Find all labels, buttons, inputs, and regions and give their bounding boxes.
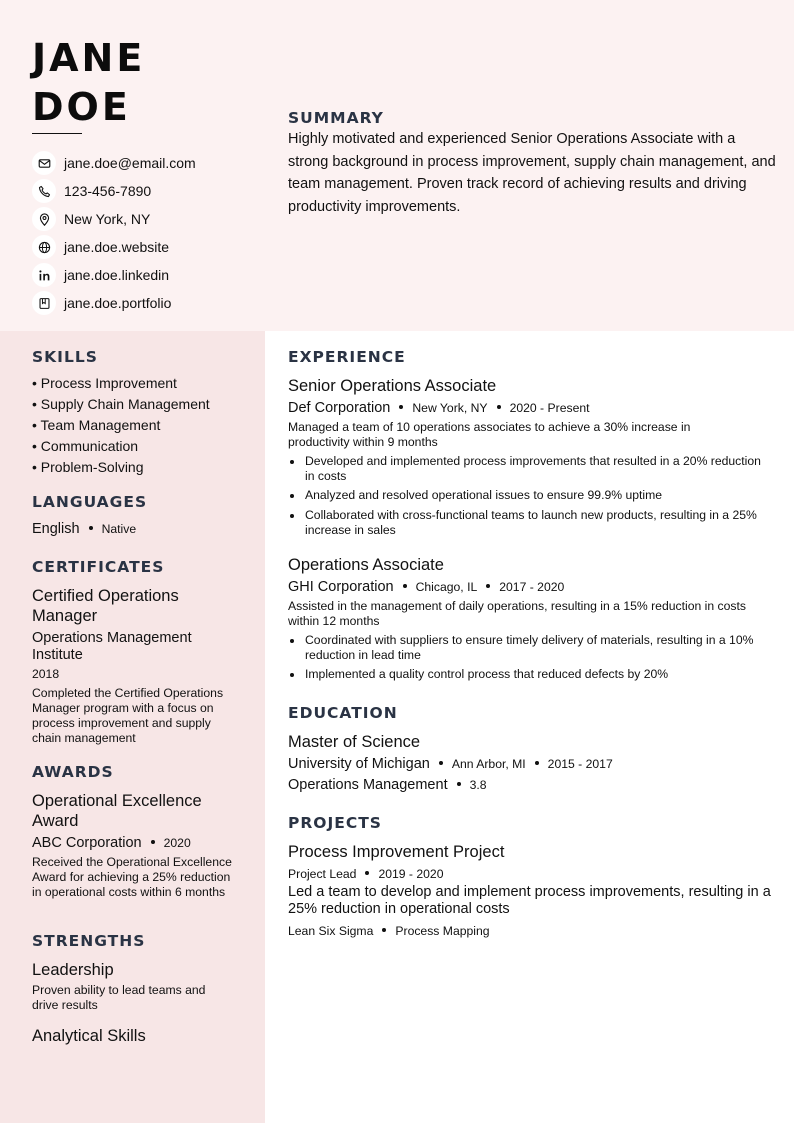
phone-icon [32,179,56,203]
job-bullet: Implemented a quality control process that reduced defects by 20% [288,667,768,682]
award-description: Received the Operational Excellence Award for achieving a 25% reduction in operational costs within 6 months [32,855,232,899]
skill-item: • Supply Chain Management [32,396,210,412]
name-divider [32,133,82,134]
project-tag: Process Mapping [395,924,490,938]
job-bullet: Developed and implemented process improvements that resulted in a 20% reduction in costs [288,454,768,484]
job-dates: 2017 - 2020 [499,580,565,594]
contact-portfolio-text: jane.doe.portfolio [64,295,172,311]
contact-phone-text: 123-456-7890 [64,183,152,199]
project-meta [288,865,444,883]
skill-item: • Communication [32,438,139,454]
summary-heading: SUMMARY [288,109,384,127]
job-summary: Assisted in the management of daily operations, resulting in a 15% reduction in costs within 12 months [288,599,746,628]
job-role: Senior Operations Associate [288,377,497,395]
contact-website[interactable] [32,234,252,260]
education-meta [288,755,613,773]
project-tag: Lean Six Sigma [288,924,374,938]
summary-text: Highly motivated and experienced Senior Operations Associate with a strong background in process improvement, supply chain management, and team management. Proven track record of achieving results and driving productivity improvements. [288,131,776,216]
separator-dot [403,584,407,588]
award-year: 2020 [163,836,191,850]
job-role: Operations Associate [288,556,444,574]
language-name: English [32,521,80,537]
separator-dot [365,871,369,875]
education-field-row [288,776,487,794]
contact-linkedin[interactable] [32,262,252,288]
contact-portfolio[interactable] [32,290,252,316]
award-name: Operational Excellence Award [32,792,202,830]
strengths-heading: STRENGTHS [32,932,146,950]
candidate-name [32,34,145,132]
project-description: Led a team to develop and implement process improvements, resulting in a 25% reduction in operational costs [288,884,771,917]
language-entry [32,520,136,538]
skill-item: • Process Improvement [32,375,177,391]
projects-heading: PROJECTS [288,814,382,832]
job-company: Def Corporation [288,400,391,416]
job-location: Chicago, IL [415,580,478,594]
job-dates: 2020 - Present [509,401,590,415]
education-location: Ann Arbor, MI [451,757,526,771]
job-bullet: Analyzed and resolved operational issues to ensure 99.9% uptime [288,488,768,503]
certificate-issuer: Operations Management Institute [32,630,192,663]
contact-phone[interactable] [32,178,252,204]
bookmark-icon [32,291,56,315]
separator-dot [497,405,501,409]
separator-dot [486,584,490,588]
separator-dot [439,761,443,765]
separator-dot [89,526,93,530]
award-issuer: ABC Corporation [32,835,142,851]
job-company: GHI Corporation [288,579,394,595]
location-pin-icon [32,207,56,231]
project-dates: 2019 - 2020 [378,867,444,881]
certificate-description: Completed the Certified Operations Manager program with a focus on process improvement and supply chain management [32,686,224,745]
job-summary: Managed a team of 10 operations associates to achieve a 30% increase in productivity within 9 months [288,420,691,449]
certificate-year: 2018 [32,667,60,681]
strength-name: Analytical Skills [32,1027,146,1045]
education-heading: EDUCATION [288,704,398,722]
education-school: University of Michigan [288,756,430,772]
certificates-heading: CERTIFICATES [32,558,165,576]
contact-email-text: jane.doe@email.com [64,155,196,171]
separator-dot [535,761,539,765]
job-meta [288,399,590,417]
separator-dot [399,405,403,409]
skill-item: • Problem-Solving [32,459,144,475]
contact-linkedin-text: jane.doe.linkedin [64,267,170,283]
job-bullet: Coordinated with suppliers to ensure timely delivery of materials, resulting in a 10% reduction in lead time [288,633,768,663]
education-gpa: 3.8 [469,778,487,792]
first-name: JANE [32,36,146,80]
separator-dot [457,782,461,786]
language-level: Native [101,522,137,536]
experience-heading: EXPERIENCE [288,348,406,366]
project-role: Project Lead [288,867,357,881]
skill-item: • Team Management [32,417,161,433]
education-degree: Master of Science [288,733,421,751]
languages-heading: LANGUAGES [32,493,148,511]
contact-location-text: New York, NY [64,211,151,227]
contact-website-text: jane.doe.website [64,239,170,255]
certificate-name: Certified Operations Manager [32,587,179,625]
globe-icon [32,235,56,259]
project-tags [288,922,490,940]
job-meta [288,578,564,596]
separator-dot [382,928,386,932]
skills-heading: SKILLS [32,348,98,366]
linkedin-icon [32,263,56,287]
job-bullet: Collaborated with cross-functional teams to launch new products, resulting in a 25% increase in sales [288,508,768,538]
job-location: New York, NY [412,401,488,415]
separator-dot [151,840,155,844]
award-meta [32,834,191,852]
contact-email[interactable] [32,150,252,176]
awards-heading: AWARDS [32,763,114,781]
strength-description: Proven ability to lead teams and drive results [32,983,206,1012]
education-field: Operations Management [288,777,448,793]
last-name: DOE [32,85,131,129]
contact-location [32,206,252,232]
strength-name: Leadership [32,961,114,979]
education-dates: 2015 - 2017 [547,757,613,771]
project-name: Process Improvement Project [288,843,505,861]
mail-icon [32,151,56,175]
